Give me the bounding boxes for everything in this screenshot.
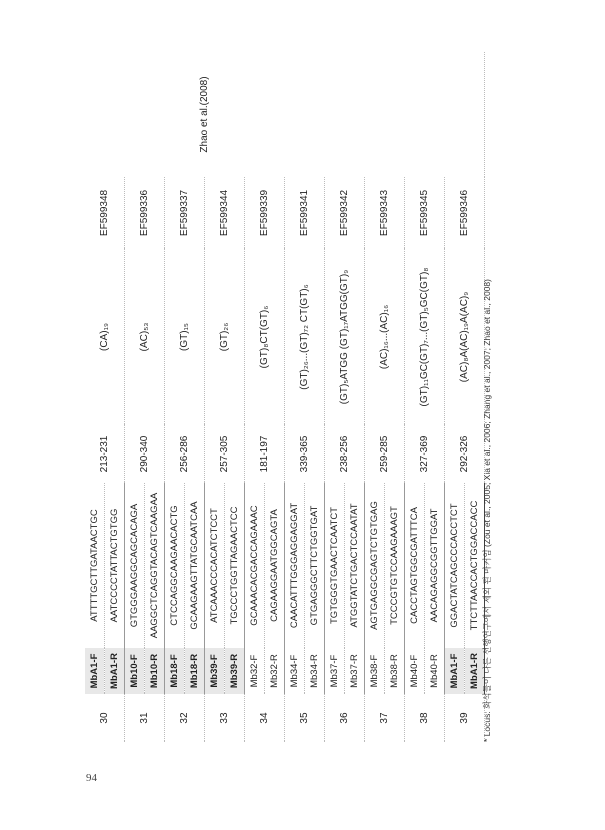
table-row bbox=[85, 52, 105, 742]
marker-name: Mb34-F bbox=[285, 648, 305, 694]
size-range: 181-197 bbox=[245, 425, 285, 483]
accession-number: EF599337 bbox=[165, 177, 205, 249]
accession-number: EF599342 bbox=[325, 177, 365, 249]
row-number: 31 bbox=[125, 694, 165, 742]
reference-cell-blank bbox=[325, 52, 485, 177]
table-row bbox=[325, 52, 345, 742]
primer-sequence: GGACTATCAGCCCACCTCT bbox=[445, 483, 465, 648]
rotated-table-page bbox=[85, 52, 492, 742]
row-number: 34 bbox=[245, 694, 285, 742]
row-number: 35 bbox=[285, 694, 325, 742]
marker-name: Mb39-R bbox=[225, 648, 245, 694]
primer-sequence: ATGGTATCTGACTCCAATAT bbox=[345, 483, 365, 648]
marker-name: Mb32-F bbox=[245, 648, 265, 694]
row-number: 36 bbox=[325, 694, 365, 742]
primer-sequence: AACAGAGGCGGTTGGAT bbox=[425, 483, 445, 648]
primer-sequence: TTCTTAACCACTGGACCACC bbox=[465, 483, 485, 648]
repeat-motif: (CA)₁₉ bbox=[85, 249, 125, 425]
primer-sequence: CACCTAGTGGCGATTTCA bbox=[405, 483, 425, 648]
repeat-motif: (AC)₈A(AC)₁₉A(AC)₉ bbox=[445, 249, 485, 425]
primer-sequence: TGTGGGTGAACTCAATCT bbox=[325, 483, 345, 648]
table-body bbox=[85, 52, 485, 742]
marker-name: Mb18-R bbox=[185, 648, 205, 694]
size-range: 292-326 bbox=[445, 425, 485, 483]
repeat-motif: (GT)₈CT(GT)₆ bbox=[245, 249, 285, 425]
marker-name: MbA1-R bbox=[105, 648, 125, 694]
marker-name: MbA1-F bbox=[445, 648, 465, 694]
marker-name: Mb38-R bbox=[385, 648, 405, 694]
primer-sequence: CTCCAGGCAAGAACACTG bbox=[165, 483, 185, 648]
size-range: 339-365 bbox=[285, 425, 325, 483]
primer-sequence: GCAAGAAGTTATGCAATCAA bbox=[185, 483, 205, 648]
primer-sequence: AGTGAGGCGAGTCTGTGAG bbox=[365, 483, 385, 648]
marker-name: Mb40-R bbox=[425, 648, 445, 694]
accession-number: EF599343 bbox=[365, 177, 405, 249]
primer-sequence: TGCCCTGGTTAGAACTCC bbox=[225, 483, 245, 648]
row-number: 33 bbox=[205, 694, 245, 742]
marker-name: Mb37-R bbox=[345, 648, 365, 694]
repeat-motif: (AC)₁₆...(AC)₁₆ bbox=[365, 249, 405, 425]
marker-name: Mb32-R bbox=[265, 648, 285, 694]
size-range: 257-305 bbox=[205, 425, 245, 483]
repeat-motif: (GT)₂₆ bbox=[205, 249, 245, 425]
row-number: 32 bbox=[165, 694, 205, 742]
repeat-motif: (GT)₁₅ bbox=[165, 249, 205, 425]
marker-name: MbA1-R bbox=[465, 648, 485, 694]
accession-number: EF599336 bbox=[125, 177, 165, 249]
size-range: 327-369 bbox=[405, 425, 445, 483]
repeat-motif: (GT)₅ATGG (GT)₁₇ATGG(GT)₉ bbox=[325, 249, 365, 425]
marker-name: Mb38-F bbox=[365, 648, 385, 694]
accession-number: EF599346 bbox=[445, 177, 485, 249]
size-range: 256-286 bbox=[165, 425, 205, 483]
accession-number: EF599345 bbox=[405, 177, 445, 249]
primer-sequence: GCAAACACGACCAGAAAC bbox=[245, 483, 265, 648]
size-range: 213-231 bbox=[85, 425, 125, 483]
repeat-motif: (AC)₅₃ bbox=[125, 249, 165, 425]
marker-name: Mb37-F bbox=[325, 648, 345, 694]
primer-sequence: AATCCCCTATTACTGTGG bbox=[105, 483, 125, 648]
accession-number: EF599339 bbox=[245, 177, 285, 249]
accession-number: EF599348 bbox=[85, 177, 125, 249]
primer-sequence: CAACATTTGGGAGGAGGAT bbox=[285, 483, 305, 648]
primer-sequence: AAGGCTCAGGTACAGTCAAGAA bbox=[145, 483, 165, 648]
marker-table bbox=[85, 52, 485, 742]
marker-name: Mb18-F bbox=[165, 648, 185, 694]
row-number: 39 bbox=[445, 694, 485, 742]
page-number: 94 bbox=[86, 772, 97, 784]
primer-sequence: TCCCGTGTCCAAGAAAGT bbox=[385, 483, 405, 648]
repeat-motif: (GT)₁₁GC(GT)₇...(GT)₅GC(GT)₈ bbox=[405, 249, 445, 425]
marker-name: Mb40-F bbox=[405, 648, 425, 694]
repeat-motif: (GT)₂₆...(GT)₇₂ CT(GT)₆ bbox=[285, 249, 325, 425]
size-range: 238-256 bbox=[325, 425, 365, 483]
footnote: * Locus: 화석들이 다른 선행연구에서 제외 된 마커임 (Zou et al., 2005; Xia et al., 2006; Zhang et al., 2007; Zhao et al., 2008) bbox=[482, 279, 492, 742]
primer-sequence: GTGGGAAGGCAGCACAGA bbox=[125, 483, 145, 648]
primer-sequence: ATTTTGCTTGATAACTGC bbox=[85, 483, 105, 648]
primer-sequence: CAGAAGGAATGGCAGTA bbox=[265, 483, 285, 648]
primer-sequence: ATCAAACCCACATCTCCT bbox=[205, 483, 225, 648]
accession-number: EF599344 bbox=[205, 177, 245, 249]
marker-name: Mb39-F bbox=[205, 648, 225, 694]
row-number: 38 bbox=[405, 694, 445, 742]
marker-name: Mb10-R bbox=[145, 648, 165, 694]
accession-number: EF599341 bbox=[285, 177, 325, 249]
marker-name: MbA1-F bbox=[85, 648, 105, 694]
marker-name: Mb34-R bbox=[305, 648, 325, 694]
row-number: 30 bbox=[85, 694, 125, 742]
row-number: 37 bbox=[365, 694, 405, 742]
size-range: 259-285 bbox=[365, 425, 405, 483]
reference-cell: Zhao et al.(2008) bbox=[199, 76, 211, 153]
marker-name: Mb10-F bbox=[125, 648, 145, 694]
primer-sequence: GTGAGGGCTTCTGGTGAT bbox=[305, 483, 325, 648]
size-range: 290-340 bbox=[125, 425, 165, 483]
